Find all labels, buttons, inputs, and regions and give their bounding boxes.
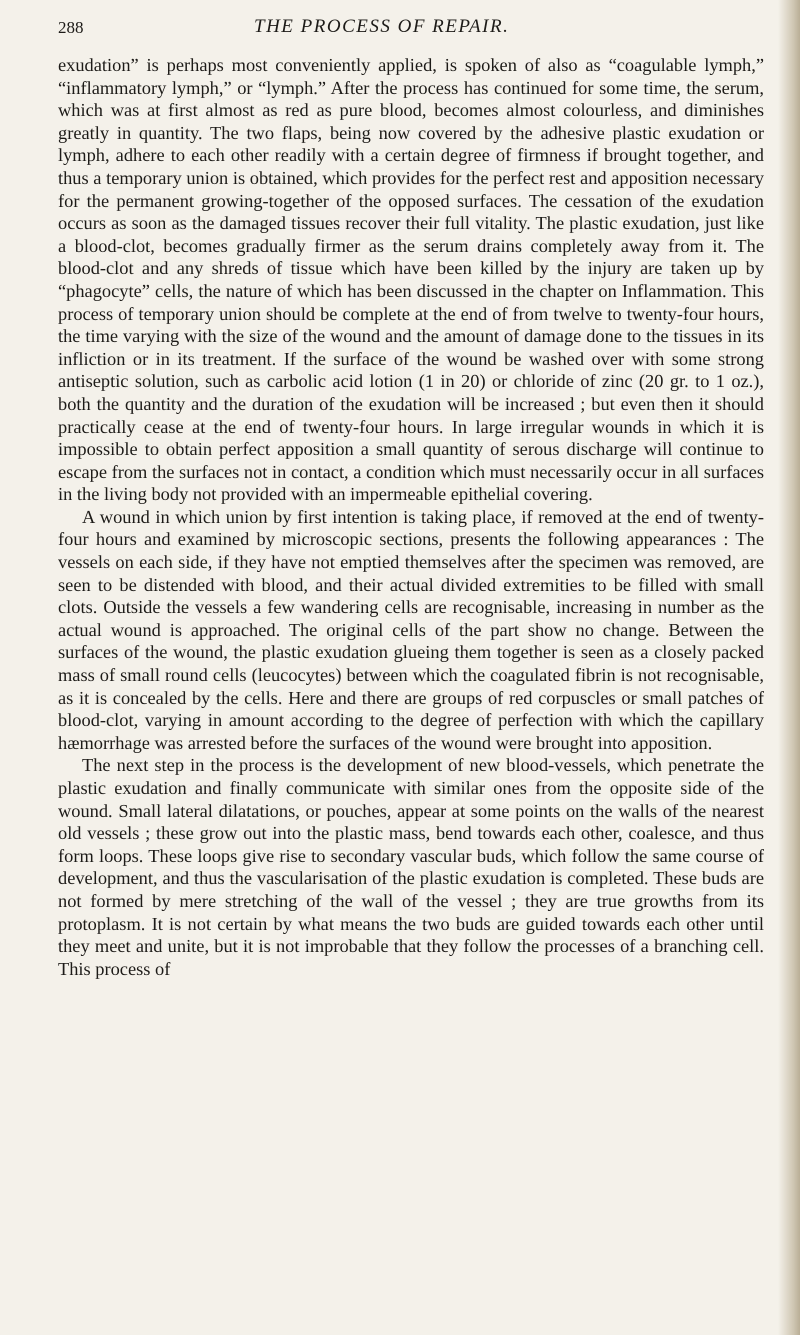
body-text [58, 54, 764, 980]
running-title: THE PROCESS OF REPAIR. [254, 16, 510, 37]
page-edge-shadow [778, 0, 800, 1335]
running-head [58, 14, 758, 44]
page-number: 288 [58, 18, 84, 37]
paragraph-3: The next step in the process is the development of new blood-vessels, which penetrate the plastic exudation and finally communicate with similar ones from the opposite side of the wound. Small lateral dilatations, or pouches, appear at some points on the walls of the nearest old vessels ; these grow out into the plastic mass, bend towards each other, coalesce, and thus form loops. These loops give rise to secondary vascular buds, which follow the same course of development, and thus the vascularisation of the plastic exudation is completed. These buds are not formed by mere stretching of the wall of the vessel ; they are true growths from its protoplasm. It is not certain by what means the two buds are guided towards each other until they meet and unite, but it is not improbable that they follow the processes of a branching cell. This process of [58, 755, 764, 979]
paragraph-2: A wound in which union by first intention is taking place, if removed at the end of twenty-four hours and examined by microscopic sections, presents the following appearances : The vessels on each side, if they have not emptied themselves after the specimen was removed, are seen to be distended with blood, and their actual divided extremities to be filled with small clots. Outside the vessels a few wandering cells are recognisable, increasing in number as the actual wound is approached. The original cells of the part show no change. Between the surfaces of the wound, the plastic exudation glueing them together is seen as a closely packed mass of small round cells (leucocytes) between which the coagulated fibrin is not recognisable, as it is concealed by the cells. Here and there are groups of red corpuscles or small patches of blood-clot, varying in amount according to the degree of perfection with which the capillary hæmorrhage was arrested before the surfaces of the wound were brought into apposition. [58, 506, 764, 753]
paragraph-1: exudation” is perhaps most conveniently applied, is spoken of also as “coagulable lymph,” “inflammatory lymph,” or “lymph.” After the process has continued for some time, the serum, which was at first almost as red as pure blood, becomes almost colourless, and diminishes greatly in quantity. The two flaps, being now covered by the adhesive plastic exudation or lymph, adhere to each other readily with a certain degree of firmness if brought together, and thus a temporary union is obtained, which provides for the perfect rest and apposition necessary for the permanent growing-together of the opposed surfaces. The cessation of the exudation occurs as soon as the damaged tissues recover their full vitality. The plastic exudation, just like a blood-clot, becomes gradually firmer as the serum drains completely away from it. The blood-clot and any shreds of tissue which have been killed by the injury are taken up by “phagocyte” cells, the nature of which has been discussed in the chapter on Inflammation. This process of temporary union should be complete at the end of from twelve to twenty-four hours, the time varying with the size of the wound and the amount of damage done to the tissues in its infliction or in its treatment. If the surface of the wound be washed over with some strong antiseptic solution, such as carbolic acid lotion (1 in 20) or chloride of zinc (20 gr. to 1 oz.), both the quantity and the duration of the exudation will be increased ; but even then it should practically cease at the end of twenty-four hours. In large irregular wounds in which it is impossible to obtain perfect apposition a small quantity of serous discharge will continue to escape from the surfaces not in contact, a condition which must necessarily occur in all surfaces in the living body not provided with an impermeable epithelial covering. [58, 55, 764, 505]
